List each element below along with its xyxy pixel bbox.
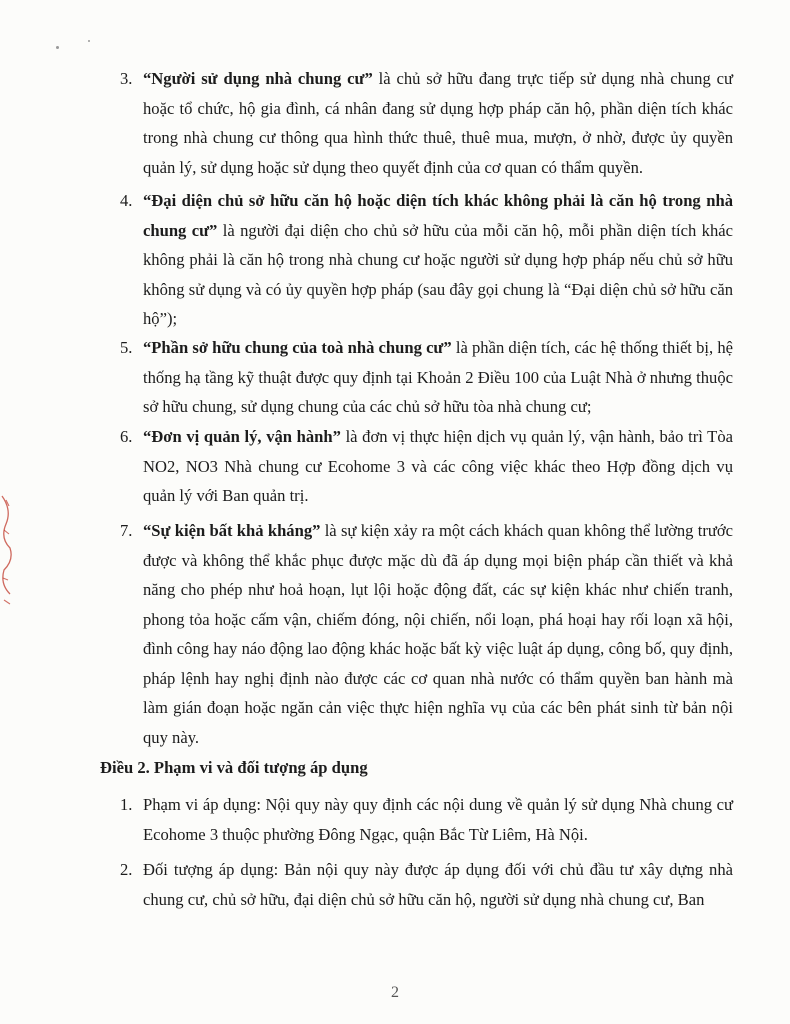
item-number: 3. [120, 69, 133, 88]
item-number: 5. [120, 338, 133, 357]
definition-item [120, 333, 733, 422]
item-term: “Sự kiện bất khả kháng” [143, 521, 321, 540]
definition-item [120, 422, 733, 511]
item-text: là chủ sở hữu đang trực tiếp sử dụng nhà chung cư hoặc tổ chức, hộ gia đình, cá nhân đang sử dụng hợp pháp căn hộ, phần diện tích khác trong nhà chung cư thông qua hình thức thuê, thuê mua, mượn, ở nhờ, được ủy quyền quản lý, sử dụng hoặc sử dụng theo quyết định của cơ quan có thẩm quyền. [143, 69, 733, 177]
item-text: Đối tượng áp dụng: Bản nội quy này được áp dụng đối với chủ đầu tư xây dựng nhà chung cư, chủ sở hữu, đại diện chủ sở hữu căn hộ, người sử dụng nhà chung cư, Ban [143, 860, 733, 909]
scope-item [120, 790, 733, 849]
red-stamp-edge [0, 490, 16, 610]
item-number: 2. [120, 860, 133, 879]
item-number: 6. [120, 427, 133, 446]
item-term: “Đại diện chủ sở hữu căn hộ hoặc diện tích khác không phải là căn hộ trong nhà chung cư” [143, 191, 733, 240]
definition-item [120, 186, 733, 334]
definition-item [120, 64, 733, 182]
item-text: là đơn vị thực hiện dịch vụ quản lý, vận hành, bảo trì Tòa NO2, NO3 Nhà chung cư Ecohome 3 và các công việc khác theo Hợp đồng dịch vụ quản lý với Ban quản trị. [143, 427, 733, 505]
item-number: 1. [120, 795, 133, 814]
item-term: “Phần sở hữu chung của toà nhà chung cư” [143, 338, 452, 357]
item-term: “Người sử dụng nhà chung cư” [143, 69, 373, 88]
item-text: là sự kiện xảy ra một cách khách quan không thể lường trước được và không thể khắc phục được mặc dù đã áp dụng mọi biện pháp cần thiết và khả năng cho phép như hoả hoạn, lụt lội hoặc động đất, các sự kiện khác như chiến tranh, phong tỏa hoặc cấm vận, chiếm đóng, nội chiến, nổi loạn, phá hoại hay rối loạn xã hội, đình công hay náo động lao động khác hoặc bất kỳ việc luật áp dụng, công bố, quy định, pháp lệnh hay nghị định nào được các cơ quan nhà nước có thẩm quyền ban hành mà làm gián đoạn hoặc ngăn cản việc thực hiện nghĩa vụ của các bên phát sinh từ bản nội quy này. [143, 521, 733, 747]
item-text: là phần diện tích, các hệ thống thiết bị, hệ thống hạ tầng kỹ thuật được quy định tại Khoản 2 Điều 100 của Luật Nhà ở nhưng thuộc sở hữu chung, sử dụng chung của các chủ sở hữu tòa nhà chung cư; [143, 338, 733, 416]
item-text: Phạm vi áp dụng: Nội quy này quy định các nội dung về quản lý sử dụng Nhà chung cư Ecohome 3 thuộc phường Đông Ngạc, quận Bắc Từ Liêm, Hà Nội. [143, 795, 733, 844]
item-text: là người đại diện cho chủ sở hữu của mỗi căn hộ, mỗi phần diện tích khác không phải là căn hộ trong nhà chung cư hoặc người sử dụng hợp pháp nếu chủ sở hữu không sử dụng và có ủy quyền hợp pháp (sau đây gọi chung là “Đại diện chủ sở hữu căn hộ”); [143, 220, 733, 328]
item-term: “Đơn vị quản lý, vận hành” [143, 427, 341, 446]
item-number: 7. [120, 521, 133, 540]
scan-speck [56, 46, 59, 49]
definition-item [120, 516, 733, 752]
scan-speck [88, 40, 90, 42]
scope-item [120, 855, 733, 914]
section-heading: Điều 2. Phạm vi và đối tượng áp dụng [100, 758, 368, 777]
item-number: 4. [120, 191, 133, 210]
page-number: 2 [391, 984, 399, 1001]
